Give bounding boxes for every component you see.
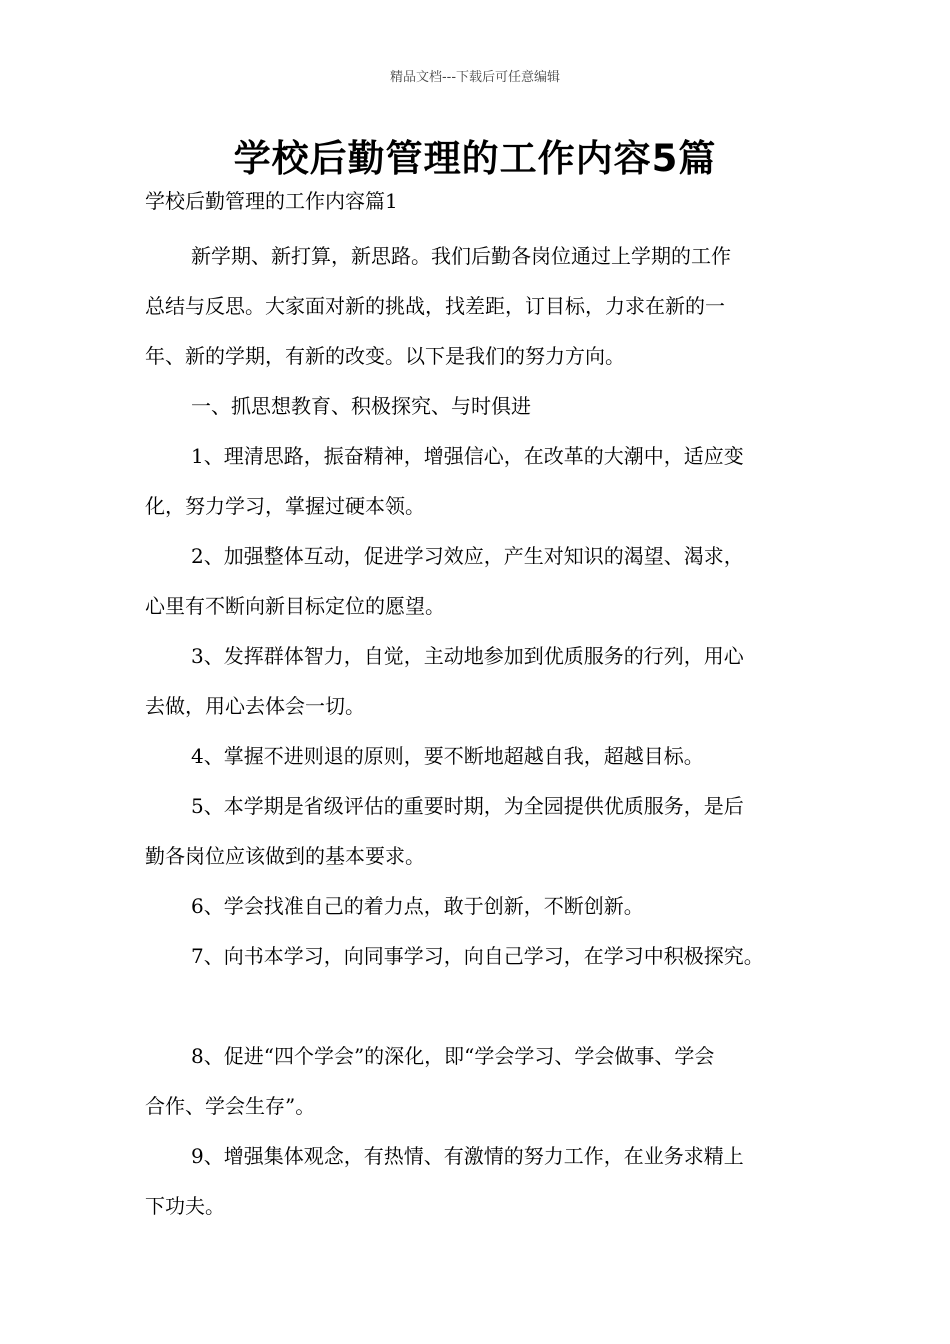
paragraph-line: 心里有不断向新目标定位的愿望。 [145,594,445,618]
paragraph-line: 2、加强整体互动，促进学习效应，产生对知识的渴望、渴求， [191,544,744,568]
paragraph-line: 新学期、新打算，新思路。我们后勤各岗位通过上学期的工作 [191,244,731,268]
blank-gap [145,981,825,1031]
paragraph-line: 一、抓思想教育、积极探究、与时俱进 [191,394,531,418]
section-heading: 学校后勤管理的工作内容篇1 [145,189,398,213]
paragraph-line: 5、本学期是省级评估的重要时期，为全园提供优质服务，是后 [191,794,744,818]
paragraph-line: 3、发挥群体智力，自觉，主动地参加到优质服务的行列，用心 [191,644,744,668]
paragraph-item-1 [145,431,825,531]
paragraph-line: 4、掌握不进则退的原则，要不断地超越自我，超越目标。 [191,744,704,768]
document-title: 学校后勤管理的工作内容5篇 [233,137,717,180]
paragraph-line: 1、理清思路，振奋精神，增强信心，在改革的大潮中，适应变 [191,444,744,468]
paragraph-line: 下功夫。 [145,1194,225,1218]
header-note: 精品文档---下载后可任意编辑 [389,70,561,85]
paragraph-item-6 [145,881,825,931]
paragraph-line: 化，努力学习，掌握过硬本领。 [145,494,425,518]
paragraph-item-3 [145,631,825,731]
paragraph-item-8 [145,1031,825,1131]
paragraph-line: 6、学会找准自己的着力点，敢于创新，不断创新。 [191,894,644,918]
paragraph-line: 8、促进“四个学会”的深化，即“学会学习、学会做事、学会 [191,1044,715,1068]
paragraph-intro [145,231,825,381]
paragraph-item-7 [145,931,825,981]
document-body [145,231,825,1231]
paragraph-item-2 [145,531,825,631]
paragraph-item-4 [145,731,825,781]
paragraph-line: 合作、学会生存”。 [145,1094,316,1118]
paragraph-line: 7、向书本学习，向同事学习，向自己学习，在学习中积极探究。 [191,944,764,968]
paragraph-item-5 [145,781,825,881]
paragraph-section-one [145,381,825,431]
paragraph-line: 9、增强集体观念，有热情、有激情的努力工作，在业务求精上 [191,1144,744,1168]
paragraph-item-9 [145,1131,825,1231]
paragraph-line: 总结与反思。大家面对新的挑战，找差距，订目标，力求在新的一 [145,294,725,318]
paragraph-line: 去做，用心去体会一切。 [145,694,365,718]
paragraph-line: 年、新的学期，有新的改变。以下是我们的努力方向。 [145,344,625,368]
paragraph-line: 勤各岗位应该做到的基本要求。 [145,844,425,868]
